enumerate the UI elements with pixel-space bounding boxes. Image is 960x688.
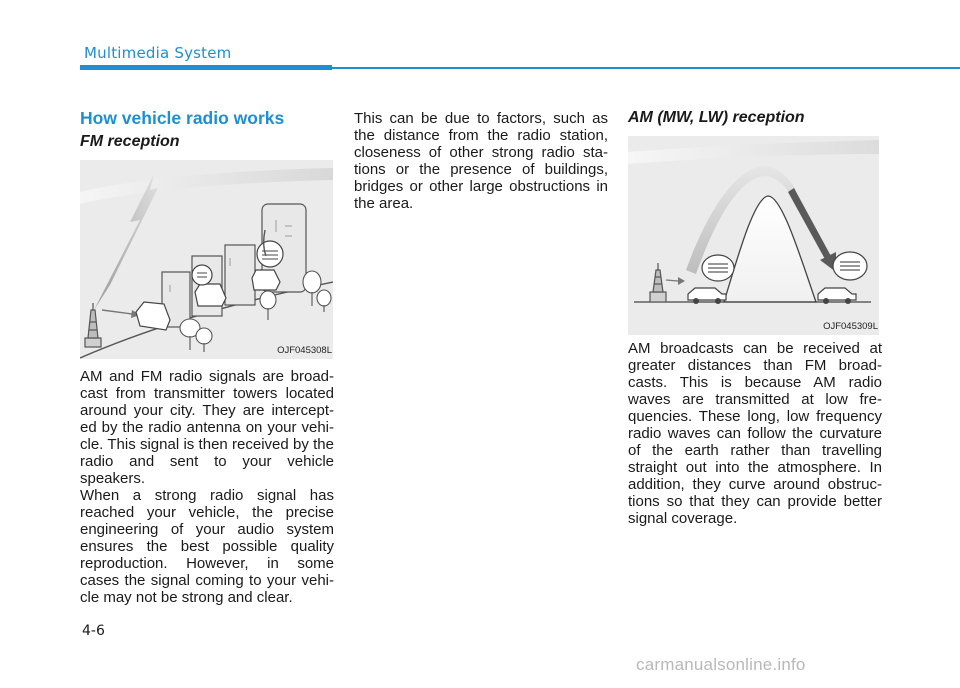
am-reception-heading: AM (MW, LW) reception	[628, 109, 805, 126]
header-rule	[80, 65, 332, 70]
am-reception-figure	[628, 136, 879, 335]
watermark: carmanualsonline.info	[636, 655, 806, 674]
page-number: 4-6	[82, 623, 105, 639]
figure-code: OJF045309L	[823, 321, 878, 332]
am-paragraph: AM broadcasts can be received at greater distances than FM broad-casts. This is because AM radio waves are transmitted at low fre-quencies. These long, low frequency radio waves can follow the curvature of the earth rather than travelling straight out into the atmosphere. In addition, they curve around obstruc-tions so that they can provide better signal coverage.	[628, 340, 882, 527]
middle-paragraph: This can be due to factors, such as the distance from the radio station, closeness of other strong radio sta-tions or the presence of buildings, bridges or other large obstructions in the area.	[354, 110, 608, 212]
section-title: Multimedia System	[84, 44, 232, 62]
figure-code: OJF045308L	[277, 345, 332, 356]
fm-paragraph-1: AM and FM radio signals are broad-cast from transmitter towers located around your city. They are intercept-ed by the radio antenna on your vehi-cle. This signal is then received by the radio and sent to your vehicle speakers.	[80, 368, 334, 487]
fm-paragraph-2: When a strong radio signal has reached your vehicle, the precise engineering of your audio system ensures the best possible quality reproduction. However, in some cases the signal coming to your vehi-cle may not be strong and clear.	[80, 487, 334, 606]
section-heading: How vehicle radio works	[80, 108, 285, 128]
fm-reception-heading: FM reception	[80, 133, 180, 150]
fm-illustration	[80, 160, 333, 359]
header-rule-line	[332, 67, 960, 69]
fm-reception-figure	[80, 160, 333, 359]
am-illustration	[628, 136, 879, 335]
